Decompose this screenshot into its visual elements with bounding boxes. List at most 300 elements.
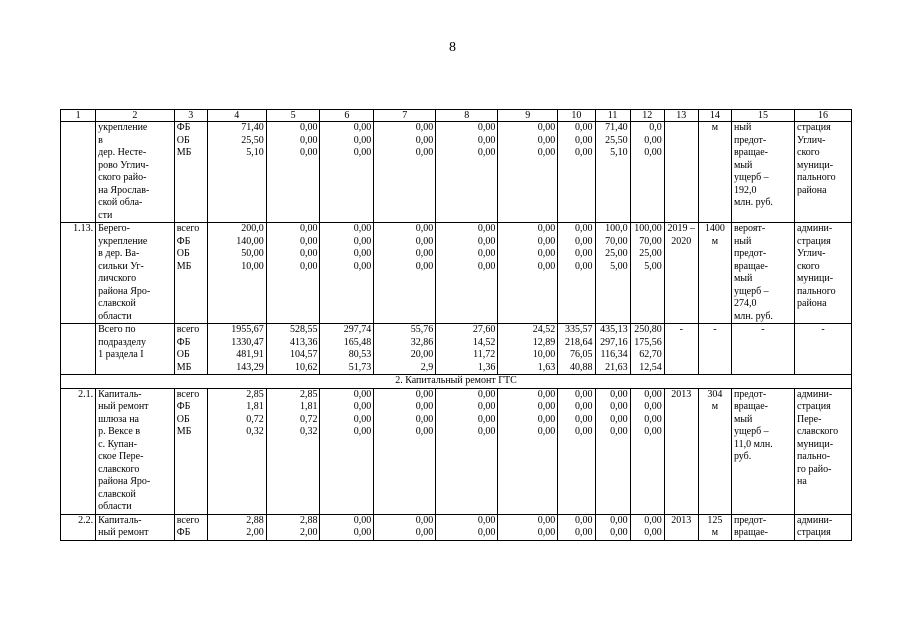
item-name-line: Капиталь-: [98, 514, 142, 526]
item-name-line: с. Купан-: [98, 438, 137, 450]
item-name-line: рово Углич-: [98, 159, 149, 171]
length-line: м: [711, 235, 719, 247]
amount-value: 2,00: [299, 527, 318, 538]
effect-line: мый: [733, 159, 753, 171]
amount-value: 0,00: [644, 527, 662, 538]
funding-source-label: всего: [176, 388, 200, 400]
amount-value: 0,00: [299, 248, 318, 259]
amount-value: 0,00: [477, 134, 496, 146]
amount-value: 2,9: [420, 361, 434, 373]
amount-column: [498, 388, 558, 514]
item-name-line: ское Пере-: [98, 451, 144, 462]
amount-value: 0,00: [299, 260, 318, 272]
amount-value: 0,00: [537, 248, 556, 259]
funding-source-label: ОБ: [176, 413, 190, 425]
amount-value: 11,72: [473, 349, 496, 360]
item-name-line: ского райо-: [98, 172, 147, 183]
effect-line: ный: [733, 235, 752, 247]
length-value: [698, 324, 731, 375]
amount-value: 0,00: [477, 401, 496, 412]
amount-column: [374, 388, 436, 514]
section-title-row: [61, 375, 852, 389]
item-number: 1.13.: [61, 223, 96, 324]
item-name-line: славского: [98, 463, 140, 475]
column-number-header: 9: [498, 110, 558, 122]
amount-column: [498, 324, 558, 375]
amount-value: 0,00: [575, 527, 593, 538]
amount-value: 0,00: [537, 413, 556, 425]
length-line: -: [713, 324, 717, 335]
item-name-line: сильки Уг-: [98, 260, 144, 272]
amount-value: 5,00: [644, 260, 662, 272]
amount-value: 2,88: [299, 514, 318, 526]
amount-value: 12,54: [639, 361, 662, 373]
implementation-years: [664, 223, 698, 324]
item-name-line: области: [98, 310, 132, 322]
funding-source-label: всего: [176, 514, 200, 526]
program-table: [60, 109, 852, 541]
amount-value: 0,00: [610, 527, 628, 538]
executor-line: на: [797, 476, 807, 487]
amount-column: [207, 223, 266, 324]
amount-column: [630, 514, 664, 540]
effect-line: вращае-: [733, 527, 769, 538]
item-name-line: района Яро-: [98, 285, 151, 297]
amount-value: 0,00: [353, 122, 372, 133]
executor-line: района: [797, 184, 827, 196]
implementation-years: [664, 388, 698, 514]
funding-source-label: МБ: [176, 361, 192, 373]
amount-value: 0,00: [537, 122, 556, 133]
amount-column: [498, 223, 558, 324]
column-number-header: 2: [96, 110, 175, 122]
amount-value: 0,00: [477, 122, 496, 133]
executor-line: пально-: [797, 451, 831, 462]
amount-column: [207, 514, 266, 540]
amount-value: 0,00: [415, 426, 434, 437]
funding-sources: [174, 388, 207, 514]
executor-line: го райо-: [797, 463, 832, 475]
program-item-row: [61, 324, 852, 375]
amount-value: 528,55: [289, 324, 318, 335]
item-name: [96, 514, 175, 540]
amount-column: [207, 122, 266, 223]
item-name-line: Капиталь-: [98, 388, 142, 400]
funding-source-label: ОБ: [176, 349, 190, 360]
amount-value: 71,40: [241, 122, 264, 133]
amount-value: 0,00: [575, 235, 593, 247]
amount-value: 0,00: [575, 514, 593, 526]
amount-column: [595, 514, 630, 540]
amount-value: 0,72: [246, 413, 264, 425]
amount-value: 0,00: [477, 514, 496, 526]
funding-source-label: МБ: [176, 260, 192, 272]
effect-line: предот-: [733, 134, 767, 146]
item-number: [61, 324, 96, 375]
amount-column: [436, 324, 498, 375]
item-name: [96, 223, 175, 324]
amount-column: [630, 388, 664, 514]
amount-value: 70,00: [639, 235, 662, 247]
amount-column: [436, 223, 498, 324]
amount-value: 62,70: [639, 349, 662, 360]
amount-value: 40,88: [570, 361, 593, 373]
amount-value: 175,56: [634, 336, 662, 348]
amount-value: 1,63: [537, 361, 556, 373]
amount-value: 0,00: [415, 401, 434, 412]
amount-value: 0,00: [610, 413, 628, 425]
column-number-header: 3: [174, 110, 207, 122]
item-name-line: ный ремонт: [98, 527, 149, 538]
executor-line: админи-: [797, 223, 833, 234]
executor-line: Пере-: [797, 413, 822, 425]
amount-value: 0,00: [537, 401, 556, 412]
amount-value: 0,00: [477, 147, 496, 158]
amount-column: [436, 514, 498, 540]
amount-value: 0,00: [644, 147, 662, 158]
amount-value: 0,00: [537, 426, 556, 437]
amount-value: 76,05: [570, 349, 593, 360]
item-name-line: на Ярослав-: [98, 184, 150, 196]
effect-line: ный: [733, 122, 752, 133]
executor: [795, 324, 852, 375]
amount-column: [320, 388, 374, 514]
amount-value: 0,00: [537, 134, 556, 146]
amount-value: 435,13: [600, 324, 628, 335]
amount-value: 0,00: [644, 388, 662, 400]
executor-line: Углич-: [797, 134, 826, 146]
amount-value: 10,00: [241, 260, 264, 272]
amount-column: [266, 223, 320, 324]
amount-value: 2,85: [299, 388, 318, 400]
year-line: 2019 –: [667, 223, 696, 234]
item-name-line: укрепление: [98, 235, 148, 247]
item-name-line: славской: [98, 298, 136, 309]
length-value: [698, 388, 731, 514]
year-line: -: [679, 324, 683, 335]
amount-value: 0,00: [415, 147, 434, 158]
amount-value: 0,00: [353, 426, 372, 437]
amount-column: [320, 324, 374, 375]
section-title: 2. Капитальный ремонт ГТС: [61, 375, 852, 389]
amount-value: 1,36: [477, 361, 496, 373]
expected-effect: [731, 122, 794, 223]
funding-sources: [174, 122, 207, 223]
amount-value: 0,00: [575, 122, 593, 133]
item-name-line: ской обла-: [98, 197, 143, 208]
amount-value: 413,36: [289, 336, 318, 348]
program-item-row: [61, 223, 852, 324]
length-value: [698, 223, 731, 324]
amount-value: 165,48: [343, 336, 372, 348]
amount-value: 5,00: [610, 260, 628, 272]
amount-value: 481,91: [236, 349, 264, 360]
amount-value: 27,60: [472, 324, 496, 335]
amount-value: 0,00: [610, 388, 628, 400]
executor: [795, 122, 852, 223]
column-number-header: 7: [374, 110, 436, 122]
amount-column: [436, 388, 498, 514]
amount-value: 0,0: [649, 122, 662, 133]
item-name: [96, 388, 175, 514]
effect-line: 274,0: [733, 298, 757, 309]
amount-value: 297,74: [343, 324, 372, 335]
amount-value: 1,81: [299, 401, 318, 412]
amount-value: 0,00: [575, 426, 593, 437]
item-name-line: дер. Нестe-: [98, 147, 147, 158]
amount-column: [595, 324, 630, 375]
amount-value: 55,76: [410, 324, 434, 335]
amount-value: 0,32: [299, 426, 318, 437]
implementation-years: [664, 324, 698, 375]
executor-line: -: [821, 324, 825, 335]
amount-value: 0,00: [353, 223, 372, 234]
amount-value: 0,00: [575, 147, 593, 158]
effect-line: вероят-: [733, 223, 766, 234]
amount-value: 0,00: [537, 235, 556, 247]
amount-value: 0,00: [644, 426, 662, 437]
column-number-header: 12: [630, 110, 664, 122]
length-line: 125: [707, 514, 723, 526]
column-number-header: 14: [698, 110, 731, 122]
column-number-header: 15: [731, 110, 794, 122]
amount-value: 12,89: [532, 336, 556, 348]
funding-sources: [174, 514, 207, 540]
amount-value: 0,00: [353, 401, 372, 412]
amount-column: [558, 122, 595, 223]
item-name-line: славской: [98, 488, 136, 500]
amount-column: [630, 122, 664, 223]
item-name-line: укрепление: [98, 122, 148, 133]
executor-line: ского: [797, 260, 820, 272]
year-line: 2013: [671, 514, 692, 526]
amount-value: 0,00: [610, 401, 628, 412]
amount-value: 2,00: [246, 527, 264, 538]
funding-source-label: ФБ: [176, 122, 191, 133]
amount-value: 0,00: [644, 134, 662, 146]
amount-value: 0,00: [537, 147, 556, 158]
implementation-years: [664, 514, 698, 540]
executor-line: пального: [797, 172, 836, 183]
item-name-line: р. Вексе в: [98, 426, 141, 437]
amount-value: 32,86: [410, 336, 434, 348]
amount-value: 0,00: [353, 260, 372, 272]
amount-value: 0,00: [353, 514, 372, 526]
amount-column: [207, 324, 266, 375]
item-name: [96, 324, 175, 375]
effect-line: 192,0: [733, 184, 757, 196]
executor-line: славского: [797, 426, 839, 437]
amount-value: 70,00: [605, 235, 628, 247]
amount-value: 0,00: [353, 235, 372, 247]
executor-line: страция: [797, 235, 831, 247]
column-number-header: 4: [207, 110, 266, 122]
funding-source-label: МБ: [176, 147, 192, 158]
amount-value: 0,00: [415, 514, 434, 526]
amount-column: [498, 514, 558, 540]
amount-value: 0,00: [477, 248, 496, 259]
amount-value: 0,00: [644, 514, 662, 526]
item-name: [96, 122, 175, 223]
executor-line: муници-: [797, 159, 834, 171]
column-number-header: 13: [664, 110, 698, 122]
amount-value: 5,10: [246, 147, 264, 158]
amount-value: 0,00: [477, 260, 496, 272]
column-number-header: 11: [595, 110, 630, 122]
executor-line: Углич-: [797, 248, 826, 259]
item-number: [61, 122, 96, 223]
funding-source-label: МБ: [176, 426, 192, 437]
amount-column: [595, 388, 630, 514]
amount-value: 50,00: [241, 248, 264, 259]
effect-line: млн. руб.: [733, 310, 773, 322]
amount-value: 2,88: [246, 514, 264, 526]
item-name-line: подразделу: [98, 336, 147, 348]
expected-effect: [731, 514, 794, 540]
effect-line: вращае-: [733, 260, 769, 272]
length-value: [698, 122, 731, 223]
amount-value: 0,00: [415, 527, 434, 538]
amount-value: 0,72: [299, 413, 318, 425]
item-name-line: личского: [98, 273, 137, 284]
executor: [795, 223, 852, 324]
executor-line: муници-: [797, 273, 834, 284]
executor-line: муници-: [797, 438, 834, 450]
amount-value: 0,00: [415, 122, 434, 133]
amount-value: 0,00: [575, 134, 593, 146]
amount-value: 0,00: [575, 401, 593, 412]
executor: [795, 388, 852, 514]
item-name-line: сти: [98, 209, 113, 221]
column-number-header: 8: [436, 110, 498, 122]
amount-value: 0,00: [477, 426, 496, 437]
amount-value: 0,00: [575, 413, 593, 425]
amount-value: 100,0: [605, 223, 628, 234]
expected-effect: [731, 223, 794, 324]
amount-value: 71,40: [605, 122, 628, 133]
amount-value: 143,29: [236, 361, 264, 373]
header-row: [61, 110, 852, 122]
executor-line: страция: [797, 527, 831, 538]
amount-column: [630, 324, 664, 375]
amount-value: 297,16: [600, 336, 628, 348]
amount-value: 0,00: [575, 388, 593, 400]
amount-value: 0,00: [415, 223, 434, 234]
amount-value: 0,00: [477, 388, 496, 400]
executor-line: админи-: [797, 388, 833, 400]
executor-line: страция: [797, 401, 831, 412]
page-number: 8: [449, 40, 456, 55]
item-name-line: шлюза на: [98, 413, 139, 425]
amount-value: 0,00: [477, 235, 496, 247]
effect-line: предот-: [733, 388, 767, 400]
item-name-line: области: [98, 501, 132, 512]
item-name-line: Всего по: [98, 324, 136, 335]
amount-column: [320, 514, 374, 540]
funding-source-label: ФБ: [176, 527, 191, 538]
executor-line: района: [797, 298, 827, 309]
amount-value: 0,00: [353, 413, 372, 425]
amount-column: [320, 223, 374, 324]
executor-line: админи-: [797, 514, 833, 526]
program-item-row: [61, 122, 852, 223]
item-number: 2.1.: [61, 388, 96, 514]
amount-value: 25,00: [639, 248, 662, 259]
amount-value: 0,00: [644, 401, 662, 412]
amount-column: [558, 324, 595, 375]
amount-value: 0,00: [575, 260, 593, 272]
amount-value: 0,00: [415, 388, 434, 400]
amount-column: [266, 122, 320, 223]
amount-value: 24,52: [532, 324, 556, 335]
effect-line: предот-: [733, 248, 767, 259]
amount-value: 0,00: [610, 514, 628, 526]
amount-value: 0,00: [299, 235, 318, 247]
amount-value: 80,53: [348, 349, 372, 360]
amount-value: 1,81: [246, 401, 264, 412]
amount-value: 0,00: [537, 527, 556, 538]
effect-line: 11,0 млн.: [733, 438, 773, 450]
amount-value: 140,00: [236, 235, 264, 247]
amount-value: 51,73: [348, 361, 372, 373]
amount-column: [374, 223, 436, 324]
amount-value: 0,00: [537, 514, 556, 526]
amount-value: 10,00: [532, 349, 556, 360]
amount-value: 0,00: [415, 134, 434, 146]
amount-value: 1330,47: [231, 336, 264, 348]
funding-source-label: ФБ: [176, 336, 191, 348]
funding-sources: [174, 223, 207, 324]
funding-source-label: ОБ: [176, 248, 190, 259]
amount-value: 1955,67: [231, 324, 264, 335]
amount-column: [595, 223, 630, 324]
amount-value: 10,62: [294, 361, 318, 373]
effect-line: млн. руб.: [733, 197, 773, 208]
funding-source-label: всего: [176, 223, 200, 234]
amount-value: 0,00: [415, 235, 434, 247]
implementation-years: [664, 122, 698, 223]
amount-column: [374, 324, 436, 375]
effect-line: предот-: [733, 514, 767, 526]
executor: [795, 514, 852, 540]
amount-value: 200,0: [241, 223, 264, 234]
item-name-line: района Яро-: [98, 476, 151, 487]
amount-value: 0,00: [415, 413, 434, 425]
amount-column: [595, 122, 630, 223]
amount-value: 0,00: [644, 413, 662, 425]
length-value: [698, 514, 731, 540]
effect-line: ущерб –: [733, 285, 769, 297]
amount-value: 25,00: [605, 248, 628, 259]
effect-line: вращае-: [733, 147, 769, 158]
effect-line: мый: [733, 413, 753, 425]
amount-column: [630, 223, 664, 324]
expected-effect: [731, 388, 794, 514]
amount-value: 0,00: [575, 223, 593, 234]
amount-value: 0,00: [415, 248, 434, 259]
year-line: 2013: [671, 388, 692, 400]
effect-line: ущерб –: [733, 172, 769, 183]
effect-line: ущерб –: [733, 426, 769, 437]
expected-effect: [731, 324, 794, 375]
executor-line: ского: [797, 147, 820, 158]
amount-value: 218,64: [565, 336, 593, 348]
amount-value: 25,50: [605, 134, 628, 146]
amount-value: 0,00: [575, 248, 593, 259]
amount-value: 0,00: [299, 147, 318, 158]
item-name-line: Берего-: [98, 223, 130, 234]
amount-value: 0,00: [477, 223, 496, 234]
